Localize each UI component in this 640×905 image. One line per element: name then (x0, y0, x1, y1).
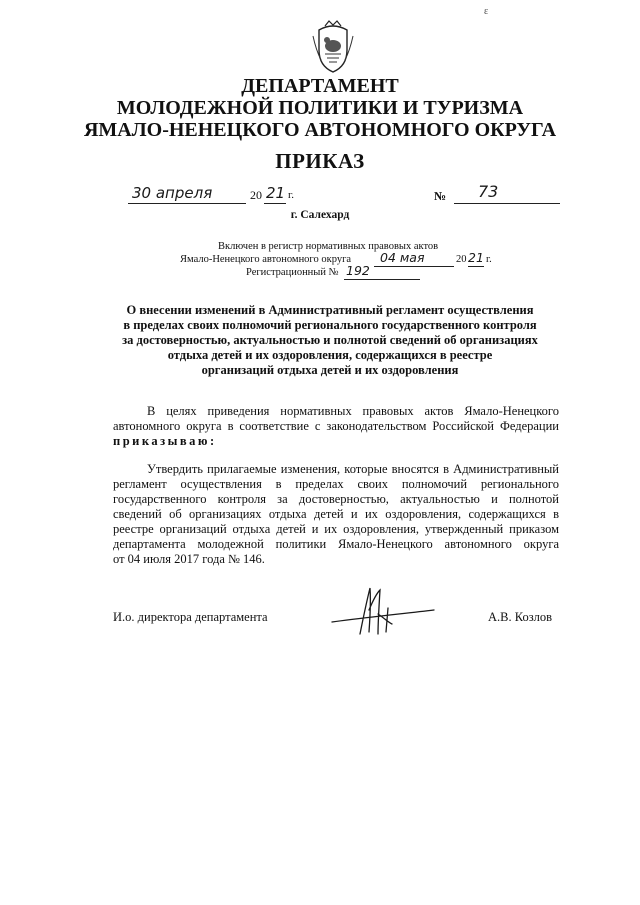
body-line: реестре организаций отдыха детей и их оздоровления, утвержденный приказом (113, 522, 559, 536)
body-line: департамента молодежной политики Ямало-Ненецкого автономного округа (113, 537, 559, 551)
order-year-prefix: 20 (250, 188, 262, 202)
header-line-3: ЯМАЛО-НЕНЕЦКОГО АВТОНОМНОГО ОКРУГА (83, 119, 557, 141)
registry-line-1: Включен в регистр нормативных правовых актов (218, 241, 439, 252)
registry-line-2-text: Ямало-Ненецкого автономного округа (180, 254, 352, 265)
order-number (434, 184, 564, 206)
registry-number-handwritten: 192 (346, 263, 370, 278)
directive-word: приказываю: (113, 434, 217, 448)
order-year-mark: г. (288, 189, 295, 201)
header-line-2: МОЛОДЕЖНОЙ ПОЛИТИКИ И ТУРИЗМА (116, 97, 524, 119)
order-number-handwritten: 73 (478, 182, 499, 201)
order-number-label: № (434, 189, 447, 203)
order-date-handwritten: 30 апреля (132, 184, 213, 202)
preamble-line: автономного округа в соответствие с законодательством Российской Федерации (113, 419, 559, 433)
subject-line: отдыха детей и их оздоровления, содержащихся в реестре (167, 348, 493, 362)
body-line: от 04 июля 2017 года № 146. (113, 552, 265, 566)
registry-date-handwritten: 04 мая (380, 250, 425, 265)
registry-year-mark: г. (486, 254, 492, 265)
body-line: государственного контроля за достоверностью, актуальностью и полнотой (113, 492, 559, 506)
subject-line: О внесении изменений в Административный регламент осуществления (126, 303, 534, 317)
corner-mark: ε (484, 6, 489, 17)
coat-of-arms-emblem (311, 20, 355, 74)
body-line: сведений об организациях отдыха детей и их оздоровления, содержащихся в (113, 507, 559, 521)
subject-line: организаций отдыха детей и их оздоровления (201, 363, 459, 377)
order-date (128, 184, 338, 206)
order-year-handwritten: 21 (266, 184, 286, 202)
preamble-line: В целях приведения нормативных правовых актов Ямало-Ненецкого (147, 404, 559, 418)
subject-line: за достоверностью, актуальностью и полнотой сведений об организациях (122, 333, 538, 347)
signature-position: И.о. директора департамента (113, 610, 268, 624)
city: г. Салехард (290, 209, 350, 221)
body-paragraph (113, 462, 559, 567)
subject-line: в пределах своих полномочий регионального государственного контроля (123, 318, 537, 332)
registry-number-label: Регистрационный № (246, 267, 339, 278)
signature-name: А.В. Козлов (488, 610, 553, 624)
body-line: регламент осуществления в пределах своих полномочий регионального (113, 477, 559, 491)
subject-block (110, 303, 550, 378)
registry-year-handwritten: 21 (468, 250, 484, 265)
body-line: Утвердить прилагаемые изменения, которые вносятся в Административный (147, 462, 559, 476)
registry-line-3 (246, 263, 426, 283)
order-title: ПРИКАЗ (275, 149, 365, 173)
handwritten-signature (330, 584, 440, 644)
header-line-1: ДЕПАРТАМЕНТ (241, 75, 399, 97)
registry-year-prefix: 20 (456, 254, 467, 265)
preamble (113, 404, 559, 449)
